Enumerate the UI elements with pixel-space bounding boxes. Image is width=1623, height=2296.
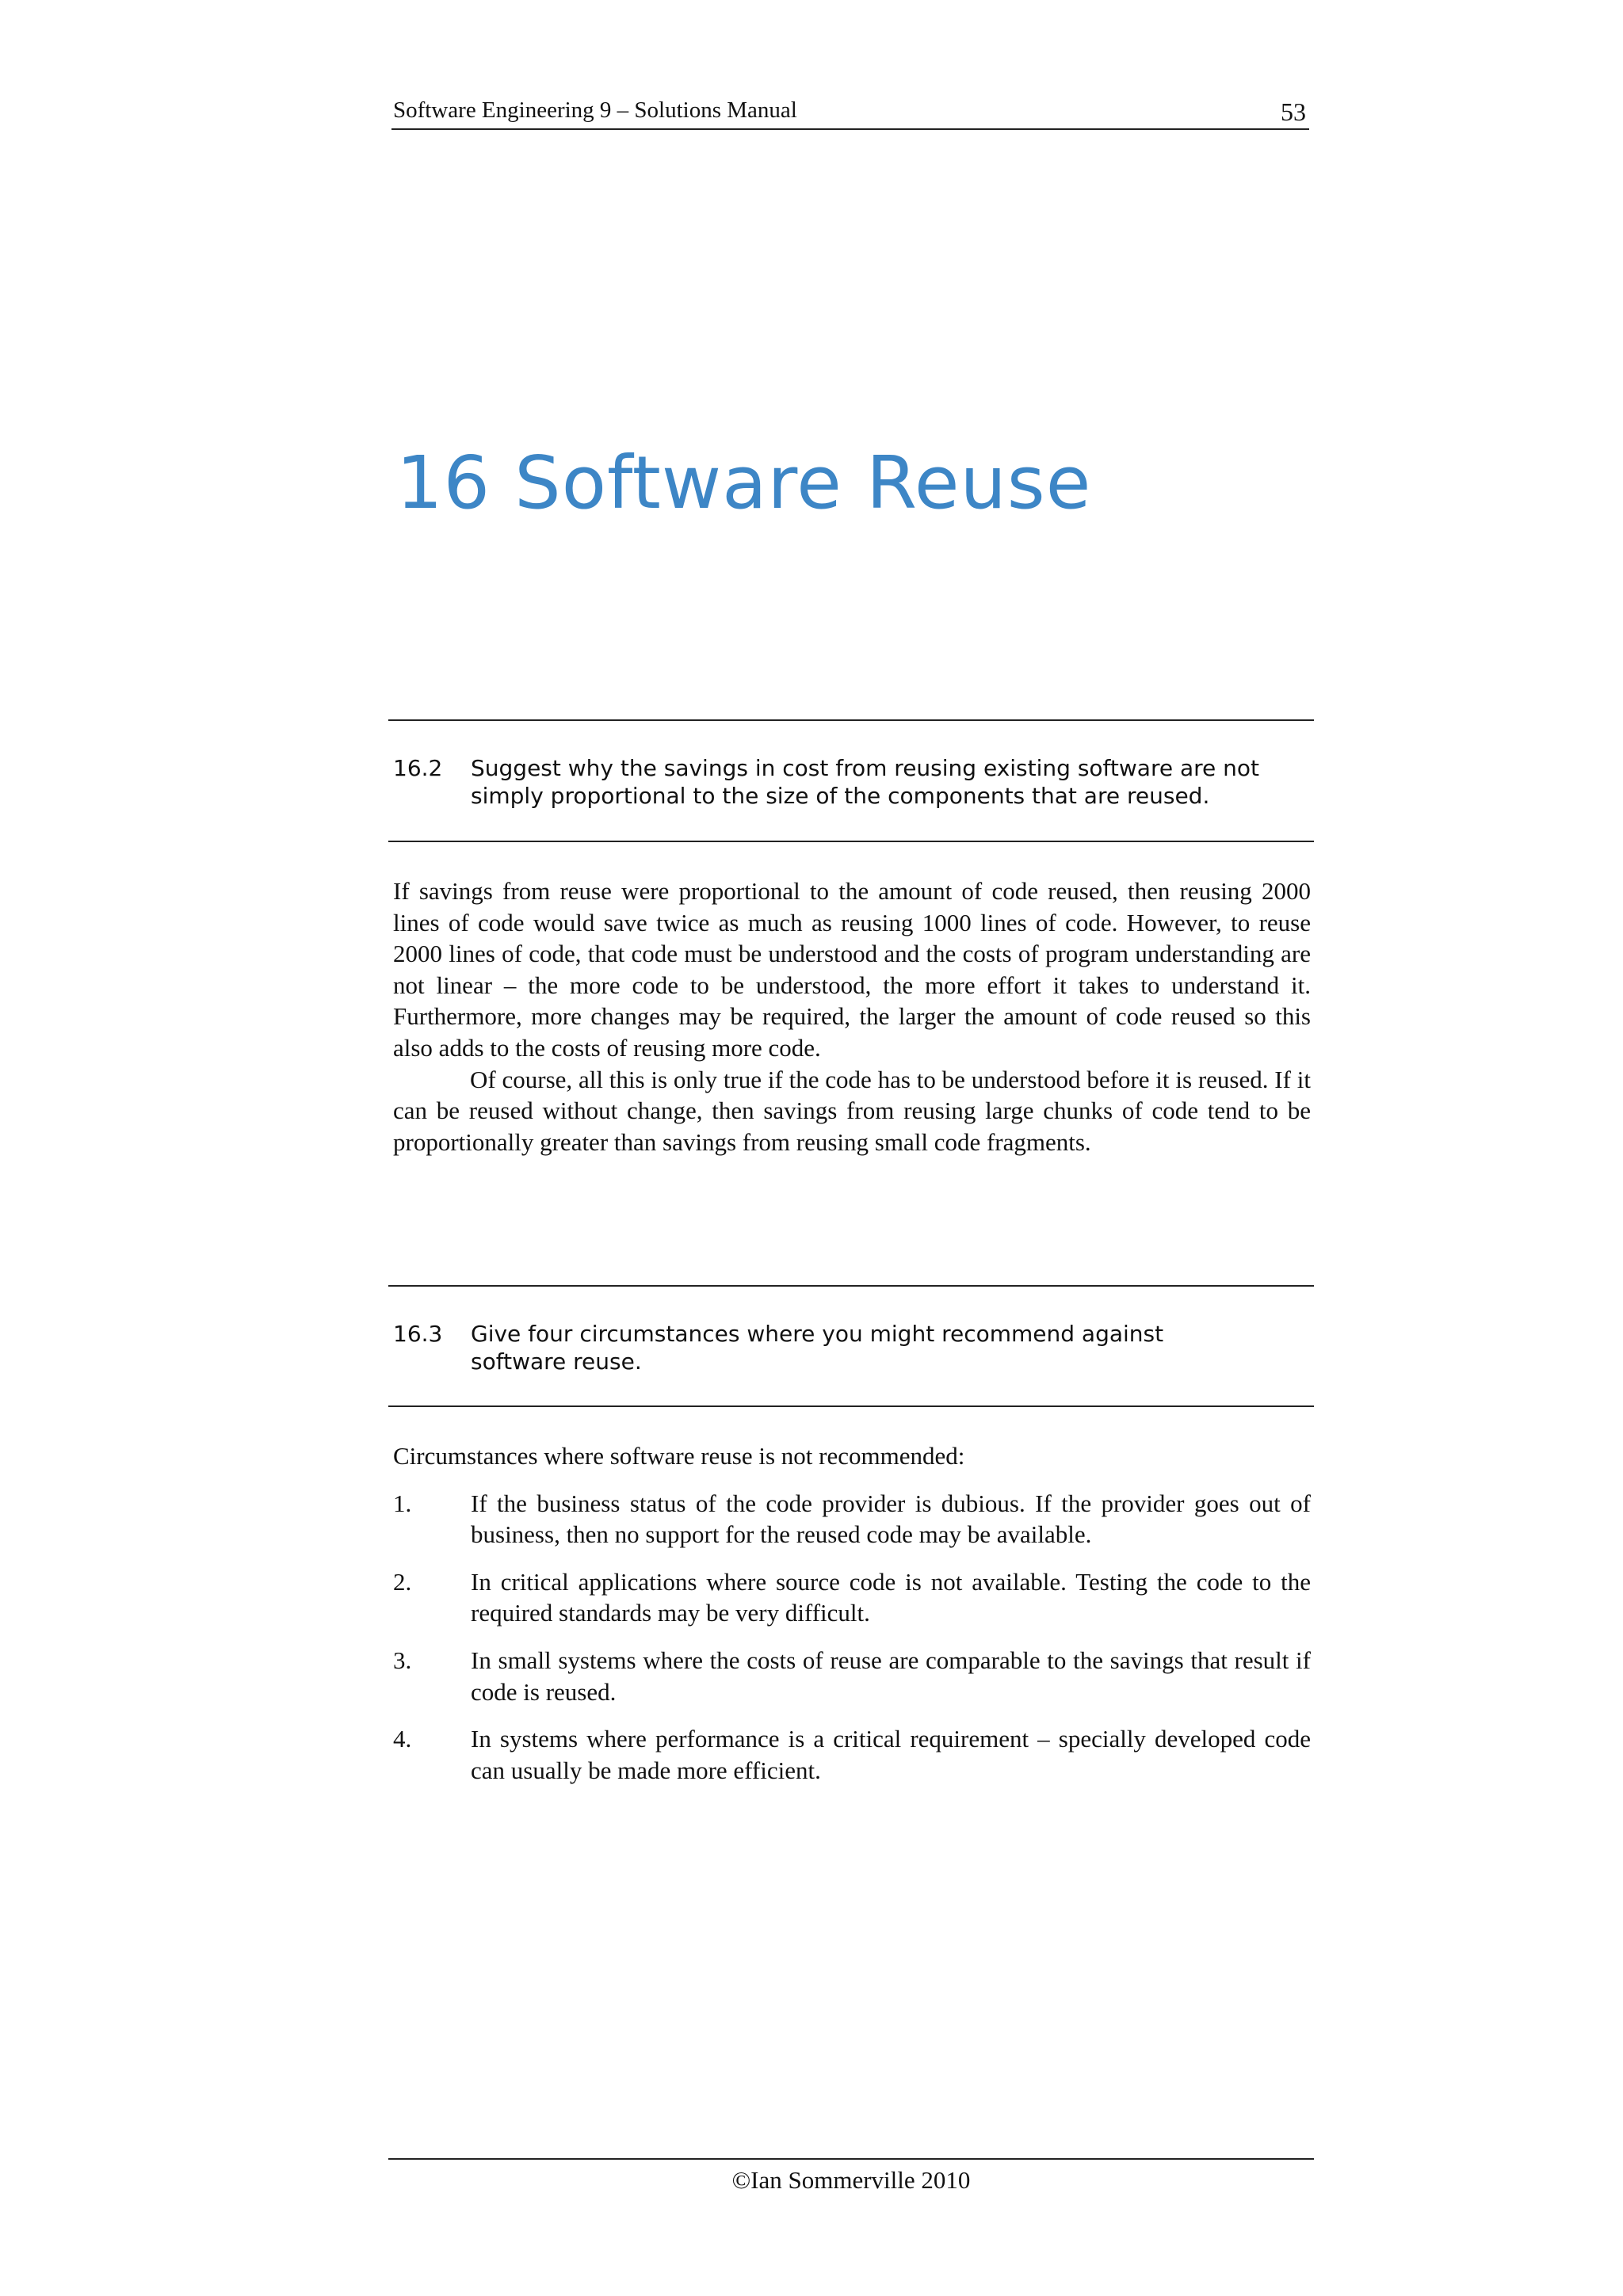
question-box-16-2 (388, 719, 1314, 842)
list-item (393, 1566, 1311, 1629)
question-box-16-3 (388, 1285, 1314, 1407)
question-text: Suggest why the savings in cost from reusing existing software are not simply proportional to the size of the components that are reused. (471, 755, 1259, 809)
answer-16-2 (393, 875, 1311, 1158)
footer-copyright: ©Ian Sommerville 2010 (731, 2166, 971, 2194)
list-item-text: In critical applications where source code is not available. Testing the code to the required standards may be very difficult. (471, 1567, 1311, 1627)
footer-rule (388, 2158, 1314, 2160)
answer-16-3 (393, 1440, 1311, 1802)
question-number: 16.2 (393, 755, 443, 781)
answer-paragraph: Of course, all this is only true if the code has to be understood before it is reused. If it can be reused without change, then savings from reusing large chunks of code tend to be proportionally greater than savings from reusing small code fragments. (393, 1065, 1311, 1156)
list-item-text: If the business status of the code provider is dubious. If the provider goes out of business, then no support for the reused code may be available. (471, 1489, 1311, 1549)
list-item (393, 1645, 1311, 1707)
question-text: Give four circumstances where you might recommend against software reuse. (471, 1321, 1164, 1375)
list-item-text: In systems where performance is a critical requirement – specially developed code can usually be made more efficient. (471, 1725, 1311, 1784)
answer-intro: Circumstances where software reuse is not recommended: (393, 1442, 965, 1470)
list-item-text: In small systems where the costs of reuse are comparable to the savings that result if code is reused. (471, 1646, 1311, 1706)
page-number: 53 (1281, 97, 1306, 126)
list-item (393, 1488, 1311, 1550)
chapter-title: 16 Software Reuse (396, 441, 1092, 525)
numbered-list (393, 1488, 1311, 1787)
list-item-number: 2. (393, 1567, 412, 1596)
list-item-number: 1. (393, 1489, 412, 1517)
list-item (393, 1723, 1311, 1786)
answer-paragraph: If savings from reuse were proportional to the amount of code reused, then reusing 2000 lines of code would save twice as much as reusing 1000 lines of code. However, to reuse 2000 lines of code, that code must be understood and the costs of program understanding are not linear – the more code to be understood, the more effort it takes to understand it. Furthermore, more changes may be required, the larger the amount of code reused so this also adds to the costs of reusing more code. (393, 877, 1311, 1062)
running-header (391, 93, 1309, 130)
list-item-number: 3. (393, 1646, 412, 1674)
list-item-number: 4. (393, 1725, 412, 1753)
question-number: 16.3 (393, 1321, 443, 1347)
book-title: Software Engineering 9 – Solutions Manual (393, 97, 797, 123)
